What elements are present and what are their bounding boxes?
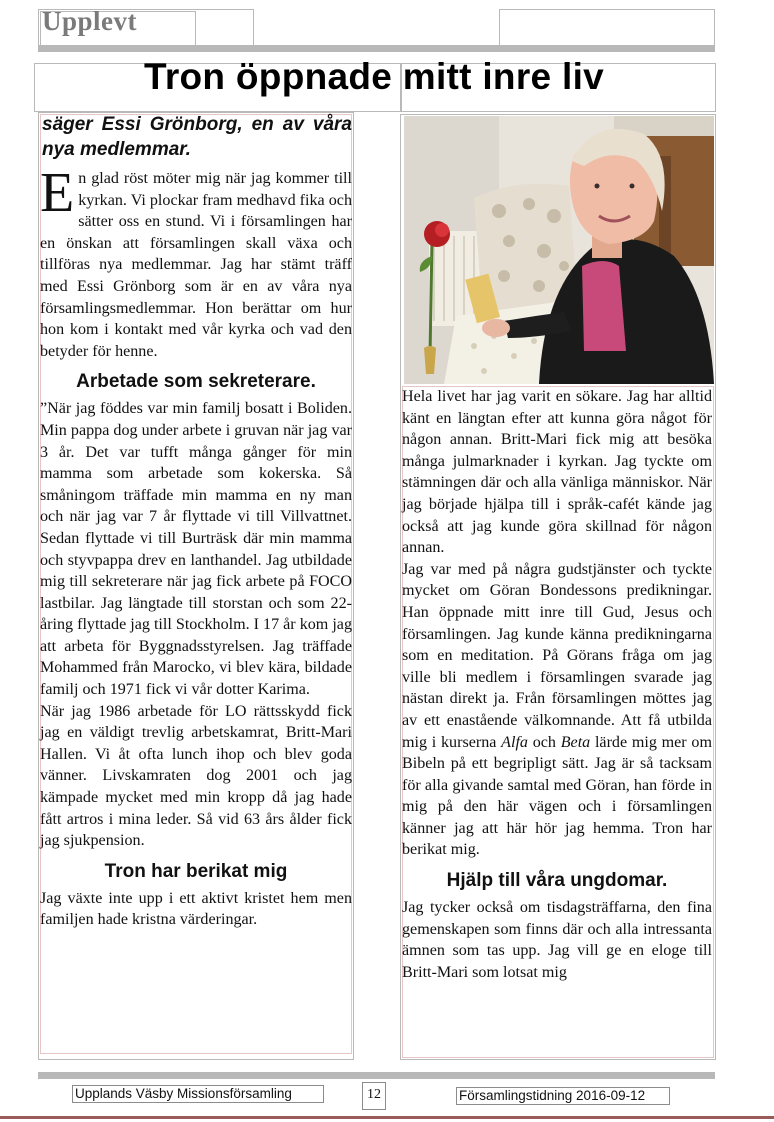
- section-heading-secretary: Arbetade som sekreterare.: [76, 371, 316, 393]
- top-rule: [38, 45, 715, 52]
- drop-cap: E: [40, 162, 75, 224]
- paragraph-upbringing: Jag växte inte upp i ett aktivt kristet hem men familjen hade kristna värderingar.: [40, 889, 352, 929]
- course-beta: Beta: [560, 733, 591, 751]
- headline: Tron öppnade mitt inre liv: [143, 56, 605, 97]
- paragraph-tuesday: Jag tycker också om tisdagsträffarna, den fina gemenskapen som finns där och alla intressanta ämnen som tas upp. Jag vill ge en eloge till Britt-Mari som lotsat mig: [402, 899, 712, 981]
- paragraph-seeker: Hela livet har jag varit en sökare. Jag har alltid känt en längtan efter att kunna göra något för någon annan. Britt-Mari fick mig att besöka många julmarknader i kyrkan. Jag tyckte om stämningen där och alla vänliga människor. När jag började hjälpa till i språk-cafét kände jag också att jag kunde göra skillnad för någon annan.: [402, 388, 712, 557]
- page-bottom-line: [0, 1116, 774, 1119]
- right-column: [402, 386, 712, 983]
- section-heading-faith: Tron har berikat mig: [104, 860, 288, 882]
- services-and: och: [527, 733, 561, 751]
- left-column: [40, 112, 352, 931]
- services-text-b: lärde mig mer om Bibeln på ett begripligt sätt. Jag är så tacksam för alla givande samtal med Göran, han förde in mig på den här vägen och i församlingen känner jag att här hör jag hemma. Tron har berikat mig.: [402, 733, 712, 859]
- services-text-a: Jag var med på några gudstjänster och tyckte mycket om Göran Bondessons predikningar. Han öppnade mitt inre till Gud, Jesus och församlingen. Jag kunde känna predikningarna som en meditation. På Görans fråga om jag ville bli medlem i församlingen svarade jag nästan direkt ja. Från församlingen möttes jag av ett enastående välkomnande. Att få utbilda mig i kurserna: [402, 560, 712, 751]
- footer-page-number: 12: [362, 1082, 386, 1110]
- intro-text: n glad röst möter mig när jag kommer till kyrkan. Vi plockar fram medhavd fika och sätter oss en stund. Vi i församlingen har en önskan att församlingen skall växa och tillföras nya medlemmar. Jag har stämt träff med Essi Grönborg som är en av våra nya församlingsmedlemmar. Hon berättar om hur hon kom i kontakt med vår kyrka och vad den betyder för henne.: [40, 170, 352, 360]
- section-label: Upplevt: [42, 6, 138, 36]
- section-heading-youth: Hjälp till våra ungdomar.: [446, 870, 668, 892]
- footer-congregation: Upplands Väsby Missionsförsamling: [72, 1085, 324, 1103]
- course-alfa: Alfa: [501, 733, 528, 751]
- paragraph-services: [402, 559, 712, 861]
- subheadline: säger Essi Grönborg, en av våra nya medlemmar.: [42, 114, 352, 160]
- intro-paragraph: [40, 162, 352, 362]
- portrait-illustration: [404, 116, 714, 384]
- paragraph-lo: När jag 1986 arbetade för LO rättsskydd fick jag en väldigt trevlig arbetskamrat, Britt-Mari Hallen. Vi åt ofta lunch ihop och blev goda vänner. Livskamraten dog 2001 och jag kämpade mycket med min kropp då jag hade fått artros i mina leder. Så vid 63 års ålder fick jag sjukpension.: [40, 702, 352, 850]
- footer-issue: Församlingstidning 2016-09-12: [456, 1087, 670, 1105]
- portrait-photo: [404, 116, 714, 384]
- paragraph-childhood: ”När jag föddes var min familj bosatt i Boliden. Min pappa dog under arbete i gruvan när jag var 3 år. Det var tufft många gånger för min mamma som arbetade som kokerska. Så småningom träffade min mamma en ny man och när jag var 7 år flyttade vi till Villvattnet. Sedan flyttade vi till Burträsk där min mamma och styvpappa drev en lanthandel. Jag utbildade mig till sekreterare när jag fick arbete på FOCO lastbilar. Jag längtade till storstan och som 22-åring flyttade jag till Stockholm. I 17 år kom jag att arbeta för Byggnadsstyrelsen. Jag träffade Mohammed från Marocko, vi blev kära, bildade familj och 1971 fick vi vår dotter Karima.: [40, 400, 352, 699]
- bottom-rule: [38, 1072, 715, 1079]
